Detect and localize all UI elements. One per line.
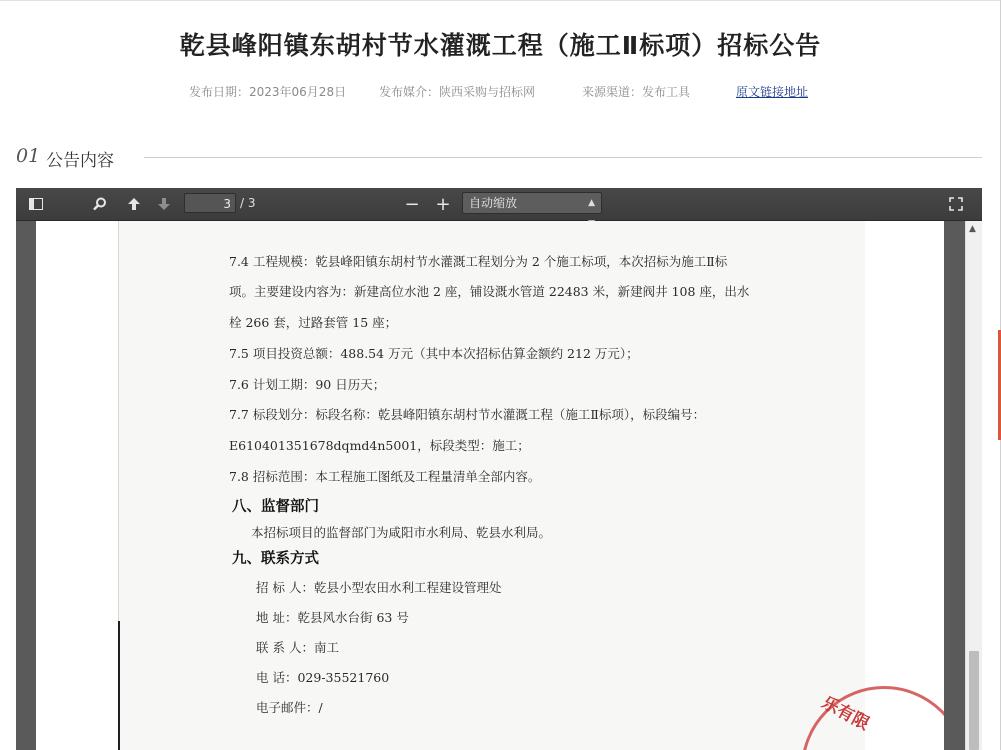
publish-date: 发布日期：2023年06月28日 xyxy=(189,85,347,99)
doc-heading: 八、监督部门 xyxy=(232,499,319,515)
pdf-viewer xyxy=(16,188,982,750)
doc-line: 联 系 人：南工 xyxy=(256,640,339,655)
doc-line: 电 话：029-35521760 xyxy=(256,670,390,685)
section-header xyxy=(16,144,982,172)
doc-line: 地 址：乾县风水台街 63 号 xyxy=(256,610,409,625)
sidebar-toggle-icon[interactable] xyxy=(24,193,48,215)
page-title: 乾县峰阳镇东胡村节水灌溉工程（施工Ⅱ标项）招标公告 xyxy=(179,31,822,60)
next-page-icon[interactable] xyxy=(152,193,176,215)
publish-media: 发布媒介：陕西采购与招标网 xyxy=(379,85,536,99)
scanned-page xyxy=(118,221,865,750)
doc-line: 7.8 招标范围：本工程施工图纸及工程量清单全部内容。 xyxy=(229,469,541,484)
scan-edge-shadow xyxy=(118,621,120,750)
previous-page-icon[interactable] xyxy=(122,193,146,215)
doc-line: 本招标项目的监督部门为咸阳市水利局、乾县水利局。 xyxy=(251,525,552,540)
doc-line: 7.5 项目投资总额：488.54 万元（其中本次招标估算金额约 212 万元）； xyxy=(229,346,639,361)
original-link[interactable]: 原文链接地址 xyxy=(736,85,809,99)
zoom-out-icon[interactable]: − xyxy=(404,193,420,215)
doc-line: 栓 266 套，过路套管 15 座； xyxy=(229,315,398,330)
zoom-select[interactable] xyxy=(462,192,602,214)
zoom-value: 自动缩放 xyxy=(469,196,518,210)
source-channel: 来源渠道：发布工具 xyxy=(582,85,691,99)
page-total: / 3 xyxy=(240,196,256,210)
zoom-in-icon[interactable]: + xyxy=(435,193,451,215)
doc-line: 电子邮件：/ xyxy=(256,700,323,715)
search-icon[interactable] xyxy=(88,193,112,215)
doc-line: 7.7 标段划分：标段名称：乾县峰阳镇东胡村节水灌溉工程（施工Ⅱ标项），标段编号： xyxy=(229,407,706,422)
scroll-thumb[interactable] xyxy=(969,651,979,750)
scroll-up-arrow-icon[interactable]: ▲ xyxy=(969,224,976,234)
doc-line: 项。主要建设内容为：新建高位水池 2 座，铺设溉水管道 22483 米，新建阀井 108 座，出水 xyxy=(229,284,750,299)
section-number: 01 xyxy=(16,145,41,167)
window-top-border xyxy=(0,0,1001,1)
pdf-page xyxy=(36,221,944,750)
doc-line: 7.6 计划工期：90 日历天； xyxy=(229,377,386,392)
section-divider xyxy=(144,157,982,158)
page-number-input[interactable]: 3 xyxy=(184,193,236,213)
seal-text: 乐有限 xyxy=(818,692,873,735)
doc-line: 招 标 人：乾县小型农田水利工程建设管理处 xyxy=(256,580,502,595)
doc-line: 7.4 工程规模：乾县峰阳镇东胡村节水灌溉工程划分为 2 个施工标项，本次招标为施工Ⅱ标 xyxy=(229,254,728,269)
select-arrows-icon: ▲ xyxy=(588,198,595,208)
fullscreen-icon[interactable] xyxy=(944,193,968,215)
doc-line: E610401351678dqmd4n5001，标段类型：施工； xyxy=(229,438,530,453)
section-label: 公告内容 xyxy=(46,151,114,171)
document-area[interactable] xyxy=(16,221,964,750)
document-scrollbar[interactable] xyxy=(965,221,982,750)
pdf-toolbar xyxy=(16,188,982,221)
doc-heading: 九、联系方式 xyxy=(232,551,319,567)
